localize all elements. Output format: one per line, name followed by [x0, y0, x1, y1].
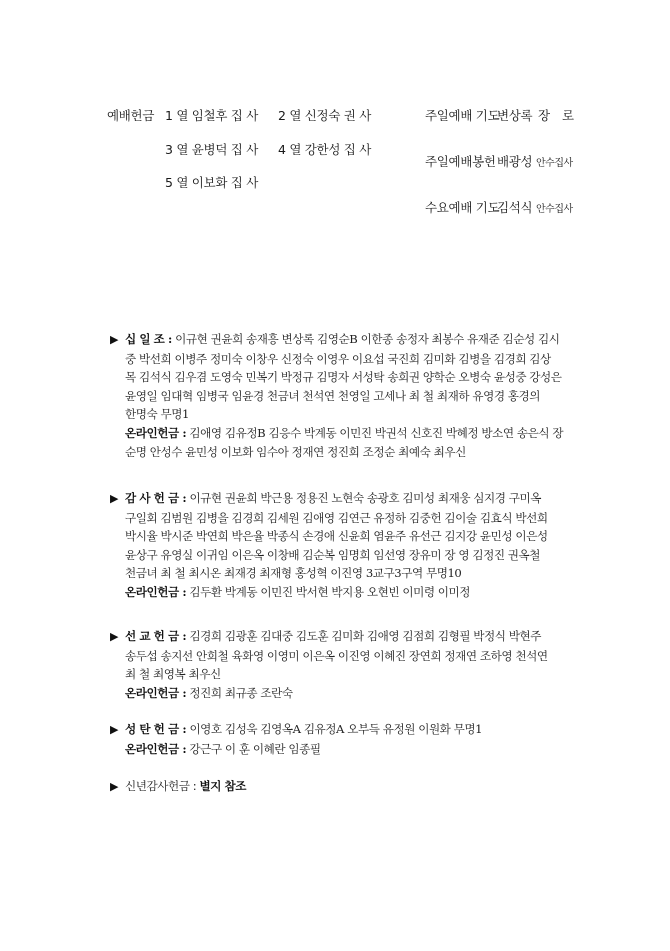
mission-label: 선 교 헌 금 :: [125, 629, 187, 643]
tithe-online-line: 순명 안성수 윤민성 이보화 임수아 정재연 정진희 조정순 최예숙 최우신: [125, 444, 466, 459]
bullet-arrow-icon: ▶: [110, 723, 119, 736]
tithe-line: 이규현 권윤희 송재흥 변상록 김영순B 이한종 송정자 최봉수 유재준 김순성 김시: [175, 332, 560, 346]
mission-line: 김경희 김광훈 김대중 김도훈 김미화 김애영 김점희 김형필 박정식 박현주: [189, 629, 542, 643]
duty-role-3: 수요예배 기도: [425, 200, 500, 215]
christmas-label: 성 탄 헌 금 :: [125, 722, 187, 736]
section-tithe: [110, 330, 580, 461]
newyear-label: 신년감사헌금 :: [125, 779, 197, 793]
christmas-line: 이영호 김성욱 김영옥A 김유정A 오부득 유정원 이원화 무명1: [189, 722, 483, 736]
offering-row-2-col-1: 3 열 윤병덕 집 사: [165, 142, 258, 157]
bullet-arrow-icon: ▶: [110, 630, 119, 643]
thanks-line: 윤상구 유영실 이귀임 이은옥 이창배 김순복 임명희 임선영 장유미 장 영 김정진 권옥철: [125, 547, 541, 562]
duty-role-1: 주일예배 기도: [425, 108, 500, 123]
mission-online-line: 정진희 최규종 조란숙: [189, 685, 293, 700]
duty-title-3: 안수집사: [536, 204, 573, 215]
tithe-line: 윤영일 임대혁 임병국 임윤경 천금녀 천석연 천영일 고세나 최 철 최재하 유영경 홍경의: [125, 388, 541, 403]
thanks-online-label: 온라인헌금 :: [125, 584, 187, 599]
newyear-value: 별지 참조: [199, 779, 247, 793]
thanks-line: 이규현 권윤희 박근용 정용진 노현숙 송광호 김미성 최재웅 심지경 구미옥: [189, 491, 542, 505]
mission-online-label: 온라인헌금 :: [125, 685, 187, 700]
thanks-line: 천금녀 최 철 최시온 최재경 최재형 홍성혁 이진영 3교구3구역 무명10: [125, 566, 462, 581]
section-christmas: [110, 720, 580, 758]
bullet-arrow-icon: ▶: [110, 492, 119, 505]
christmas-online-line: 강근구 이 훈 이혜란 임종필: [189, 741, 321, 756]
offering-label: 예배헌금: [107, 108, 155, 123]
section-mission: [110, 627, 580, 702]
tithe-line: 중 박선희 이병주 정미숙 이창우 신정숙 이영우 이요섭 국진희 김미화 김병을 김경희 김상: [125, 351, 551, 366]
duty-name-3: 김석식: [497, 200, 533, 215]
duty-name-2: 배광성: [497, 154, 533, 169]
tithe-online-label: 온라인헌금 :: [125, 425, 187, 440]
thanks-line: 박시율 박시준 박연희 박은율 박종식 손경애 신윤희 염윤주 유선근 김지강 윤민성 이은성: [125, 529, 548, 544]
thanks-line: 구일회 김범원 김병을 김경희 김세원 김애영 김연근 유정하 김중헌 김이술 김효식 박선희: [125, 510, 548, 525]
offering-row-2-col-2: 4 열 강한성 집 사: [278, 142, 371, 157]
section-newyear: [110, 777, 580, 797]
tithe-line: 목 김석식 김우겸 도영숙 민복기 박정규 김명자 서성탁 송희권 양학순 오병숙 윤성중 강성은: [125, 370, 562, 385]
tithe-label: 십 일 조 :: [125, 332, 172, 346]
duty-title-1: 장 로: [538, 108, 579, 123]
mission-line: 송두섭 송지선 안희철 육화영 이영미 이은옥 이진영 이혜진 장연희 정재연 조하영 천석연: [125, 648, 548, 663]
offering-row-1-col-1: 1 열 임철후 집 사: [165, 108, 258, 123]
offering-row-1-col-2: 2 열 신정숙 권 사: [278, 108, 371, 123]
offering-row-3-col-1: 5 열 이보화 집 사: [165, 175, 258, 190]
tithe-line: 한명숙 무명1: [125, 407, 189, 422]
christmas-online-label: 온라인헌금 :: [125, 741, 187, 756]
bullet-arrow-icon: ▶: [110, 333, 119, 346]
duty-title-2: 안수집사: [536, 158, 573, 169]
thanks-label: 감 사 헌 금 :: [125, 491, 187, 505]
bullet-arrow-icon: ▶: [110, 780, 119, 793]
duty-role-2: 주일예배봉헌: [425, 154, 496, 169]
thanks-online-line: 김두환 박계동 이민진 박서현 박지용 오현빈 이미령 이미정: [189, 584, 471, 599]
tithe-online-line: 김애영 김유정B 김응수 박계동 이민진 박권석 신호진 박혜정 방소연 송은식 장: [189, 425, 564, 440]
mission-line: 최 철 최영복 최우신: [125, 667, 221, 682]
section-thanks: [110, 489, 580, 602]
duty-name-1: 변상록: [497, 108, 533, 123]
